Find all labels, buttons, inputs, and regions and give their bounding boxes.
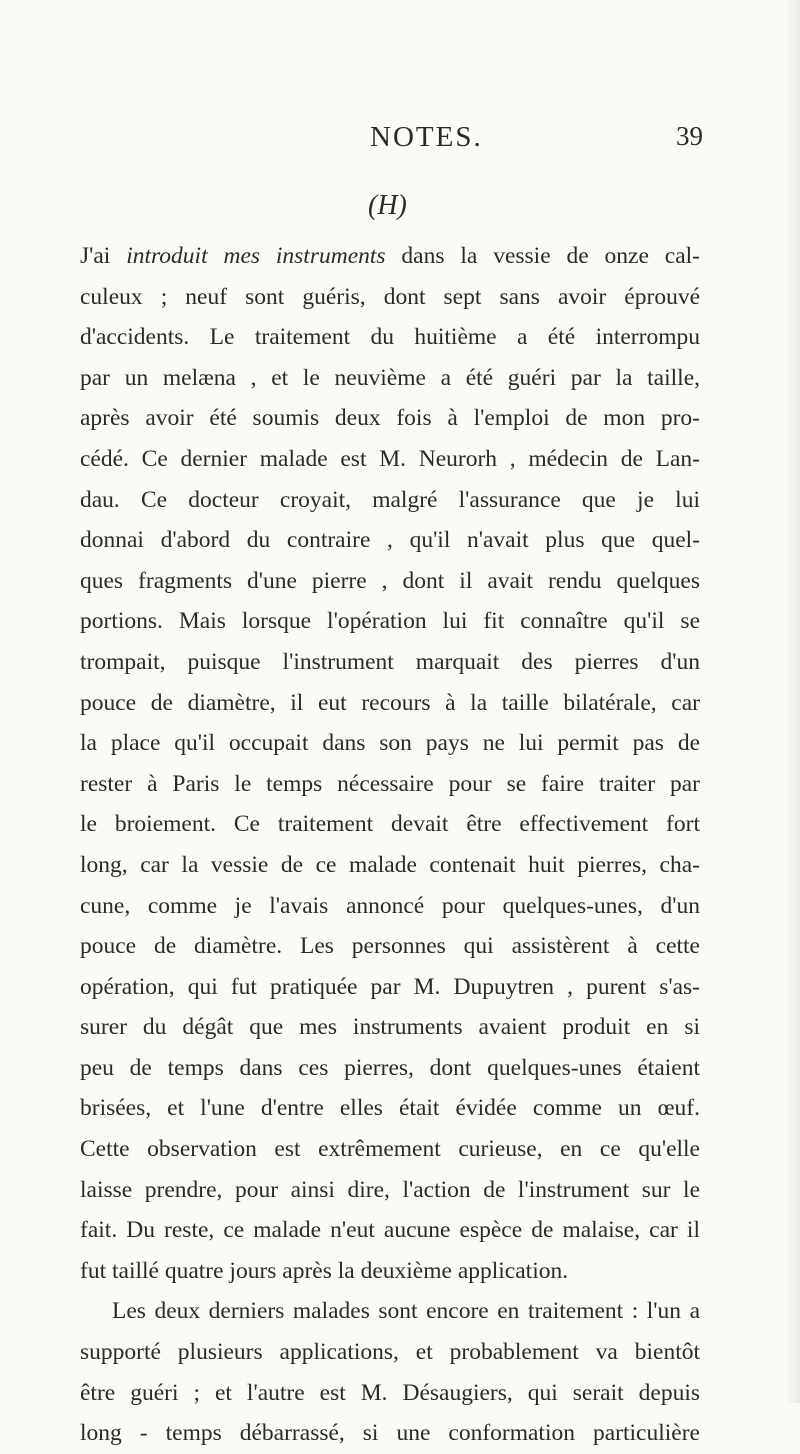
text-line: ques fragments d'une pierre , dont il avait rendu quelques: [80, 567, 700, 594]
text-line: fut taillé quatre jours après la deuxième application.: [80, 1257, 569, 1284]
text-line: pouce de diamètre. Les personnes qui assistèrent à cette: [80, 933, 700, 960]
text-line: fait. Du reste, ce malade n'eut aucune espèce de malaise, car il: [80, 1217, 700, 1244]
text-line: donnai d'abord du contraire , qu'il n'avait plus que quel-: [80, 527, 700, 554]
text-line: [80, 236, 700, 277]
text-line: la place qu'il occupait dans son pays ne lui permit pas de: [80, 730, 700, 757]
text-line: cédé. Ce dernier malade est M. Neurorh , médecin de Lan-: [80, 445, 700, 472]
text-line: trompait, puisque l'instrument marquait des pierres d'un: [80, 648, 700, 675]
text-fragment: J'ai: [80, 243, 127, 269]
italic-phrase: introduit mes instruments: [126, 243, 386, 269]
running-title: NOTES.: [370, 121, 483, 153]
text-line: long - temps débarrassé, si une conformation particulière: [80, 1420, 700, 1447]
text-line: dau. Ce docteur croyait, malgré l'assurance que je lui: [80, 486, 700, 513]
running-head: [0, 121, 800, 161]
text-line: long, car la vessie de ce malade contenait huit pierres, cha-: [80, 851, 700, 878]
body-text: [80, 236, 700, 1454]
text-line: pouce de diamètre, il eut recours à la taille bilatérale, car: [80, 689, 700, 716]
page-number: 39: [676, 121, 703, 151]
text-line: surer du dégât que mes instruments avaient produit en si: [80, 1014, 700, 1041]
text-line: Cette observation est extrêmement curieuse, en ce qu'elle: [80, 1136, 700, 1163]
text-line: brisées, et l'une d'entre elles était évidée comme un œuf.: [80, 1095, 700, 1122]
note-label: (H): [368, 190, 407, 221]
text-line: le broiement. Ce traitement devait être effectivement fort: [80, 811, 700, 838]
text-line: être guéri ; et l'autre est M. Désaugiers, qui serait depuis: [80, 1379, 700, 1406]
text-line: Les deux derniers malades sont encore en traitement : l'un a: [112, 1298, 700, 1325]
text-line: après avoir été soumis deux fois à l'emploi de mon pro-: [80, 405, 700, 432]
text-line: opération, qui fut pratiquée par M. Dupuytren , purent s'as-: [80, 973, 700, 1000]
text-fragment: dans la vessie de onze cal-: [385, 243, 700, 269]
text-line: laisse prendre, pour ainsi dire, l'action de l'instrument sur le: [80, 1176, 700, 1203]
text-line: rester à Paris le temps nécessaire pour se faire traiter par: [80, 770, 700, 797]
text-line: supporté plusieurs applications, et probablement va bientôt: [80, 1339, 700, 1366]
text-line: d'accidents. Le traitement du huitième a été interrompu: [80, 324, 700, 351]
page-edge-shadow: [786, 0, 800, 1403]
text-line: culeux ; neuf sont guéris, dont sept sans avoir éprouvé: [80, 283, 700, 310]
text-line: par un melæna , et le neuvième a été guéri par la taille,: [80, 364, 700, 391]
text-line: portions. Mais lorsque l'opération lui fit connaître qu'il se: [80, 608, 700, 635]
text-line: peu de temps dans ces pierres, dont quelques-unes étaient: [80, 1054, 700, 1081]
text-line: cune, comme je l'avais annoncé pour quelques-unes, d'un: [80, 892, 700, 919]
